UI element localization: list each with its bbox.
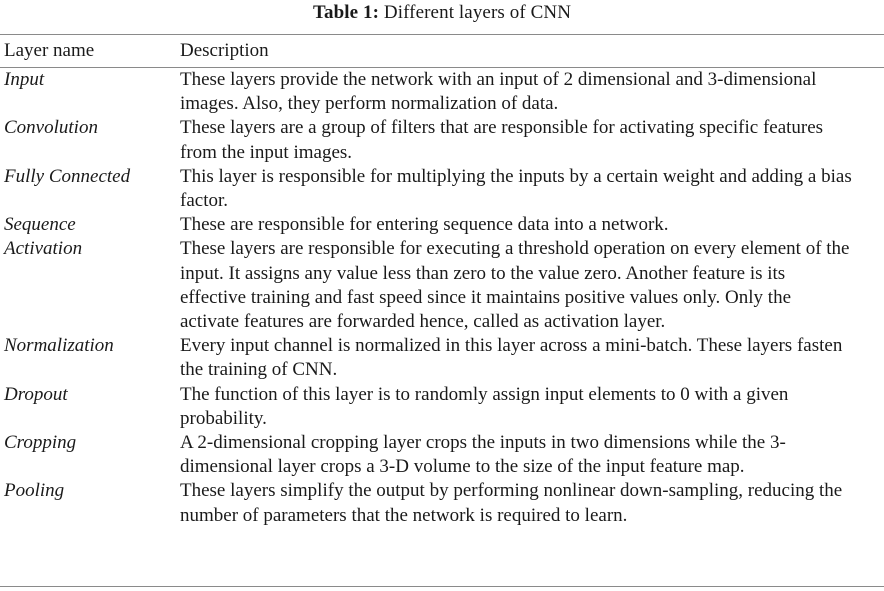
layer-description: Every input channel is normalized in this layer across a mini-batch. These layers fasten the training of CNN. [180,335,843,381]
table-row [0,383,884,431]
table-caption-label: Table 1: [312,2,380,23]
table-row [0,479,884,527]
table-body [0,68,884,528]
layer-name: Normalization [4,335,114,357]
header-layer-name: Layer name [4,40,95,62]
layer-description: This layer is responsible for multiplying the inputs by a certain weight and adding a bias factor. [180,165,852,212]
layer-description: These layers simplify the output by performing nonlinear down-sampling, reducing the number of parameters that the network is required to learn. [180,480,843,526]
table-row [0,431,884,479]
layer-description: These are responsible for entering sequence data into a network. [180,214,669,236]
layer-description: These layers are responsible for executing a threshold operation on every element of the input. It assigns any value less than zero to the value zero. Another feature is its effective training and fast speed since it maintains positive values only. Only the activate features are forwarded hence, called as activation layer. [180,238,850,333]
layer-name: Cropping [4,432,77,454]
table-row [0,334,884,382]
table-header-row [0,34,884,68]
cnn-layers-table [0,34,884,528]
layer-name: Sequence [4,214,76,236]
layer-description: These layers are a group of filters that are responsible for activating specific features from the input images. [180,117,824,163]
table-row [0,68,884,116]
layer-description: These layers provide the network with an input of 2 dimensional and 3-dimensional images. Also, they perform normalization of data. [180,69,817,115]
layer-name: Convolution [4,117,98,139]
layer-name: Fully Connected [4,165,131,187]
table-row [0,116,884,164]
layer-name: Dropout [4,383,68,405]
layer-name: Pooling [4,480,65,502]
table-bottom-rule [0,586,884,587]
layer-name: Input [4,69,45,90]
table-row [0,237,884,334]
layer-description: The function of this layer is to randomly assign input elements to 0 with a given probability. [180,383,789,429]
layer-description: A 2-dimensional cropping layer crops the inputs in two dimensions while the 3-dimensional layer crops a 3-D volume to the size of the input feature map. [180,432,786,478]
header-description: Description [180,40,269,62]
table-row [0,213,884,237]
table-caption-text: Different layers of CNN [383,2,572,23]
layer-name: Activation [4,238,83,260]
table-row [0,165,884,213]
table-caption [0,2,884,24]
